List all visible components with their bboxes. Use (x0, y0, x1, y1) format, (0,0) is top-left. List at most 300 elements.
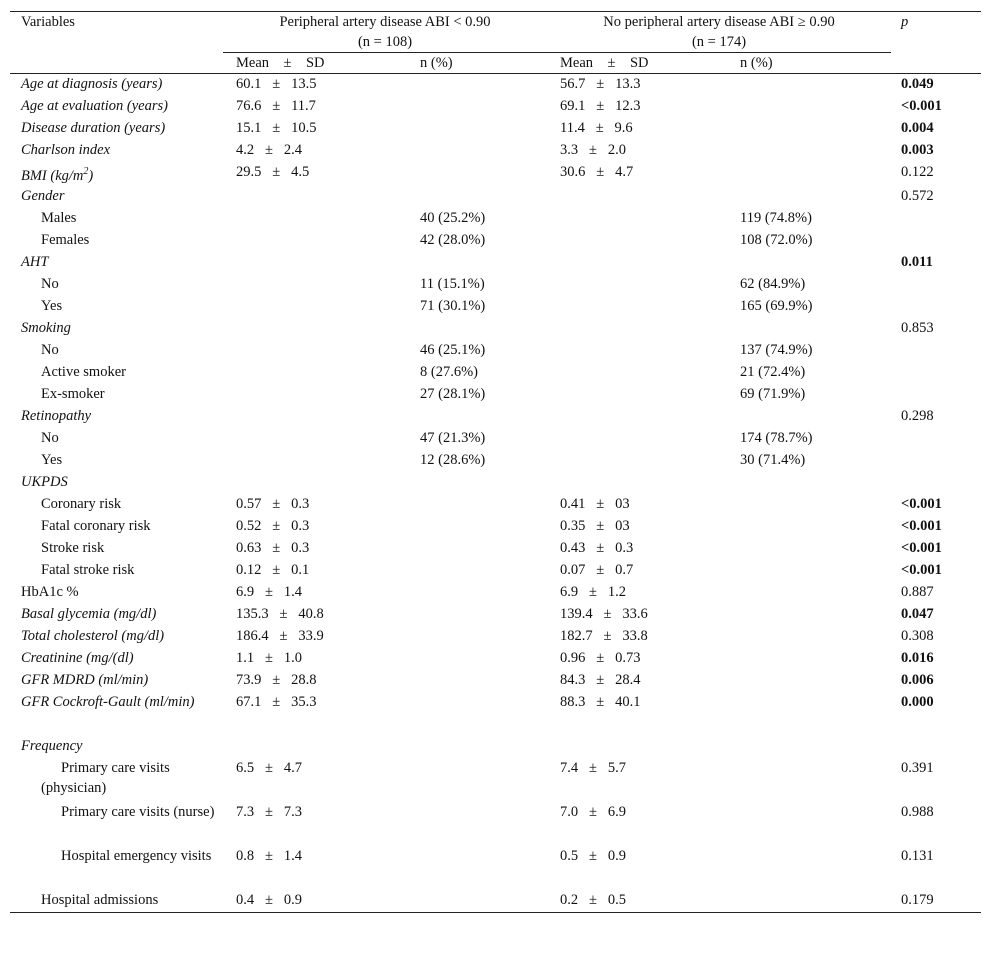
p-value-text: 0.006 (901, 671, 934, 688)
nopad-mean-sd (547, 494, 740, 516)
p-value-text: 0.131 (901, 847, 934, 864)
nopad-n-pct (740, 140, 891, 162)
pad-n-pct (409, 384, 547, 406)
row-label-text: Charlson index (21, 142, 111, 158)
pad-mean-sd (223, 340, 409, 362)
pad-mean-sd (223, 296, 409, 318)
row-label-text: Age at evaluation (years) (21, 98, 168, 114)
nopad-mean-sd (547, 118, 740, 140)
table-row (10, 406, 981, 428)
row-label-text: UKPDS (21, 473, 68, 490)
pad-n-pct-text: 47 (21.3%) (420, 429, 486, 446)
nopad-n-pct (740, 692, 891, 736)
table-row (10, 162, 981, 186)
row-label (10, 494, 223, 516)
pad-n-pct (409, 274, 547, 296)
row-label-text: Total cholesterol (mg/dl) (21, 627, 165, 644)
table-row (10, 604, 981, 626)
nopad-mean-sd (547, 450, 740, 472)
pad-n-pct (409, 208, 547, 230)
nopad-n-pct (740, 384, 891, 406)
p-value-text: 0.572 (901, 187, 934, 204)
header-pad-n-pct-text: n (%) (420, 55, 453, 71)
pad-mean-sd (223, 516, 409, 538)
nopad-mean-sd-text: 0.35 ± 03 (560, 517, 630, 534)
row-label (10, 582, 223, 604)
row-label (10, 318, 223, 340)
p-value-text: 0.988 (901, 803, 934, 820)
p-value (891, 74, 981, 97)
row-label (10, 384, 223, 406)
nopad-mean-sd (547, 626, 740, 648)
table-row (10, 648, 981, 670)
row-label (10, 362, 223, 384)
nopad-mean-sd (547, 648, 740, 670)
header-variables-text: Variables (21, 14, 75, 30)
pad-n-pct-text: 11 (15.1%) (420, 275, 485, 292)
pad-n-pct (409, 118, 547, 140)
row-label-text: Basal glycemia (mg/dl) (21, 605, 157, 622)
nopad-n-pct-text: 69 (71.9%) (740, 385, 806, 402)
pad-mean-sd (223, 472, 409, 494)
p-value (891, 362, 981, 384)
pad-n-pct-text: 12 (28.6%) (420, 451, 486, 468)
p-value (891, 802, 981, 846)
p-value-text: 0.049 (901, 76, 934, 92)
nopad-mean-sd (547, 472, 740, 494)
pad-n-pct (409, 230, 547, 252)
pad-mean-sd (223, 494, 409, 516)
table-row (10, 318, 981, 340)
p-value-text: <0.001 (901, 539, 942, 556)
nopad-mean-sd-text: 0.96 ± 0.73 (560, 649, 641, 666)
nopad-n-pct (740, 846, 891, 890)
p-value (891, 384, 981, 406)
row-label (10, 846, 223, 890)
pad-n-pct (409, 692, 547, 736)
nopad-n-pct (740, 758, 891, 802)
pad-n-pct (409, 802, 547, 846)
pad-mean-sd-text: 0.12 ± 0.1 (236, 561, 310, 578)
nopad-n-pct (740, 318, 891, 340)
header-nopad-n-pct (740, 53, 891, 74)
pad-n-pct-text: 71 (30.1%) (420, 297, 486, 314)
p-value (891, 318, 981, 340)
p-value (891, 406, 981, 428)
row-label (10, 406, 223, 428)
header-row-groups (10, 12, 981, 53)
row-label (10, 274, 223, 296)
row-label (10, 428, 223, 450)
row-label-superscript: 2 (83, 166, 89, 177)
table-row (10, 74, 981, 97)
nopad-n-pct (740, 560, 891, 582)
row-label (10, 604, 223, 626)
pad-mean-sd (223, 384, 409, 406)
pad-n-pct (409, 406, 547, 428)
row-label (10, 736, 223, 758)
nopad-n-pct (740, 648, 891, 670)
pad-mean-sd-text: 0.8 ± 1.4 (236, 847, 302, 864)
nopad-mean-sd (547, 428, 740, 450)
p-value-text: 0.391 (901, 759, 934, 776)
nopad-mean-sd-text: 88.3 ± 40.1 (560, 693, 641, 710)
nopad-mean-sd (547, 230, 740, 252)
nopad-mean-sd (547, 846, 740, 890)
table-row (10, 582, 981, 604)
nopad-n-pct-text: 165 (69.9%) (740, 297, 813, 314)
row-label-text: HbA1c % (21, 583, 79, 600)
pad-mean-sd-text: 4.2 ± 2.4 (236, 142, 302, 158)
nopad-mean-sd (547, 340, 740, 362)
p-value-text: <0.001 (901, 98, 942, 114)
row-label (10, 802, 223, 846)
nopad-mean-sd (547, 140, 740, 162)
pad-mean-sd-text: 0.63 ± 0.3 (236, 539, 310, 556)
nopad-mean-sd-text: 7.0 ± 6.9 (560, 803, 626, 820)
pad-n-pct-text: 40 (25.2%) (420, 209, 486, 226)
row-label-end: ) (88, 167, 94, 184)
row-label (10, 162, 223, 186)
p-value (891, 340, 981, 362)
nopad-mean-sd (547, 890, 740, 913)
row-label (10, 692, 223, 736)
row-label (10, 890, 223, 913)
nopad-mean-sd (547, 74, 740, 97)
nopad-n-pct (740, 406, 891, 428)
nopad-n-pct (740, 362, 891, 384)
pad-n-pct (409, 670, 547, 692)
header-p-text: p (901, 14, 909, 30)
header-nopad-mean-sd (547, 53, 740, 74)
nopad-n-pct-text: 137 (74.9%) (740, 341, 813, 358)
pad-mean-sd (223, 318, 409, 340)
nopad-n-pct (740, 208, 891, 230)
pad-n-pct (409, 648, 547, 670)
row-label (10, 648, 223, 670)
nopad-mean-sd-text: 0.43 ± 0.3 (560, 539, 634, 556)
nopad-n-pct (740, 230, 891, 252)
pad-n-pct (409, 96, 547, 118)
pad-n-pct (409, 626, 547, 648)
nopad-mean-sd (547, 692, 740, 736)
nopad-n-pct (740, 118, 891, 140)
row-label-text: Frequency (21, 737, 83, 754)
pad-mean-sd (223, 538, 409, 560)
table-row (10, 494, 981, 516)
pad-mean-sd (223, 362, 409, 384)
nopad-mean-sd (547, 362, 740, 384)
row-label (10, 252, 223, 274)
nopad-n-pct (740, 802, 891, 846)
nopad-n-pct (740, 74, 891, 97)
pad-mean-sd (223, 162, 409, 186)
pad-n-pct (409, 362, 547, 384)
nopad-n-pct (740, 186, 891, 208)
p-value (891, 582, 981, 604)
nopad-mean-sd (547, 96, 740, 118)
pad-mean-sd (223, 890, 409, 913)
pad-mean-sd (223, 406, 409, 428)
nopad-n-pct (740, 604, 891, 626)
p-value (891, 96, 981, 118)
header-nopad-group (547, 12, 891, 53)
header-pad-title: Peripheral artery disease ABI < 0.90 (279, 14, 491, 30)
table-row (10, 428, 981, 450)
p-value (891, 648, 981, 670)
p-value (891, 516, 981, 538)
header-nopad-mean-sd-text: Mean ± SD (560, 55, 649, 71)
nopad-n-pct (740, 96, 891, 118)
p-value-text: 0.122 (901, 164, 934, 180)
pad-mean-sd (223, 230, 409, 252)
table-row (10, 802, 981, 846)
row-label-text: Disease duration (years) (21, 120, 166, 136)
nopad-mean-sd (547, 560, 740, 582)
nopad-mean-sd (547, 406, 740, 428)
table-row (10, 230, 981, 252)
p-value-text: 0.298 (901, 407, 934, 424)
nopad-n-pct (740, 296, 891, 318)
p-value (891, 140, 981, 162)
pad-n-pct (409, 846, 547, 890)
header-pad-mean-sd-text: Mean ± SD (236, 55, 325, 71)
header-nopad-n: (n = 174) (691, 34, 747, 50)
pad-mean-sd-text: 135.3 ± 40.8 (236, 605, 324, 622)
row-label (10, 758, 223, 802)
p-value (891, 118, 981, 140)
nopad-mean-sd (547, 516, 740, 538)
pad-n-pct-text: 27 (28.1%) (420, 385, 486, 402)
nopad-mean-sd (547, 538, 740, 560)
nopad-mean-sd (547, 162, 740, 186)
row-label (10, 472, 223, 494)
p-value (891, 450, 981, 472)
row-label-text: Active smoker (41, 363, 126, 380)
pad-mean-sd (223, 252, 409, 274)
row-label-text: AHT (21, 253, 49, 270)
p-value (891, 670, 981, 692)
table-row (10, 846, 981, 890)
nopad-n-pct (740, 670, 891, 692)
header-nopad-n-pct-text: n (%) (740, 55, 773, 71)
pad-n-pct (409, 162, 547, 186)
nopad-n-pct-text: 108 (72.0%) (740, 231, 813, 248)
nopad-mean-sd-text: 0.5 ± 0.9 (560, 847, 626, 864)
pad-mean-sd-text: 60.1 ± 13.5 (236, 76, 317, 92)
nopad-n-pct (740, 162, 891, 186)
pad-mean-sd (223, 758, 409, 802)
pad-mean-sd-text: 6.9 ± 1.4 (236, 583, 302, 600)
p-value (891, 692, 981, 736)
p-value (891, 274, 981, 296)
nopad-mean-sd-text: 7.4 ± 5.7 (560, 759, 626, 776)
pad-mean-sd (223, 118, 409, 140)
nopad-mean-sd (547, 274, 740, 296)
p-value-text: 0.003 (901, 142, 934, 158)
table-row (10, 296, 981, 318)
row-label-text: GFR Cockroft-Gault (ml/min) (21, 693, 195, 710)
nopad-n-pct (740, 516, 891, 538)
pad-mean-sd (223, 428, 409, 450)
row-label-text: No (41, 341, 59, 358)
row-label-text: Smoking (21, 319, 71, 336)
row-label (10, 516, 223, 538)
table-row (10, 140, 981, 162)
p-value (891, 428, 981, 450)
pad-n-pct-text: 42 (28.0%) (420, 231, 486, 248)
pad-n-pct (409, 318, 547, 340)
nopad-mean-sd-text: 0.2 ± 0.5 (560, 891, 626, 908)
row-label-text: Ex-smoker (41, 385, 105, 402)
row-label (10, 186, 223, 208)
table-row (10, 670, 981, 692)
nopad-n-pct (740, 472, 891, 494)
nopad-mean-sd-text: 182.7 ± 33.8 (560, 627, 648, 644)
pad-mean-sd (223, 648, 409, 670)
nopad-mean-sd (547, 670, 740, 692)
row-label (10, 560, 223, 582)
pad-n-pct (409, 74, 547, 97)
pad-n-pct-text: 8 (27.6%) (420, 363, 478, 380)
nopad-n-pct (740, 252, 891, 274)
p-value (891, 626, 981, 648)
table-row (10, 516, 981, 538)
table-row (10, 538, 981, 560)
p-value (891, 846, 981, 890)
pad-mean-sd (223, 736, 409, 758)
p-value (891, 890, 981, 913)
table-row (10, 96, 981, 118)
pad-n-pct (409, 494, 547, 516)
pad-n-pct (409, 758, 547, 802)
pad-mean-sd (223, 186, 409, 208)
row-label-text: Fatal coronary risk (41, 517, 151, 534)
pad-n-pct (409, 604, 547, 626)
header-p (891, 12, 981, 74)
row-label-text: Hospital emergency visits (61, 847, 212, 864)
row-label (10, 670, 223, 692)
p-value-text: 0.308 (901, 627, 934, 644)
table-row (10, 186, 981, 208)
nopad-n-pct (740, 274, 891, 296)
pad-n-pct (409, 472, 547, 494)
table-row (10, 560, 981, 582)
header-variables (10, 12, 223, 74)
header-pad-n: (n = 108) (357, 34, 413, 50)
table-row (10, 626, 981, 648)
pad-mean-sd-text: 0.4 ± 0.9 (236, 891, 302, 908)
p-value (891, 758, 981, 802)
comparison-table (10, 11, 981, 913)
p-value (891, 162, 981, 186)
pad-mean-sd (223, 274, 409, 296)
nopad-mean-sd (547, 318, 740, 340)
row-label (10, 450, 223, 472)
nopad-n-pct (740, 450, 891, 472)
row-label-text: Yes (41, 297, 63, 314)
p-value (891, 538, 981, 560)
row-label (10, 626, 223, 648)
p-value-text: 0.047 (901, 605, 934, 622)
nopad-mean-sd-text: 6.9 ± 1.2 (560, 583, 626, 600)
nopad-n-pct (740, 626, 891, 648)
nopad-mean-sd (547, 736, 740, 758)
p-value (891, 252, 981, 274)
nopad-n-pct (740, 736, 891, 758)
pad-mean-sd-text: 29.5 ± 4.5 (236, 164, 310, 180)
p-value-text: 0.004 (901, 120, 934, 136)
row-label-text: Hospital admissions (41, 891, 159, 908)
row-label-text: Males (41, 209, 77, 226)
row-label (10, 140, 223, 162)
p-value (891, 296, 981, 318)
row-label-text: No (41, 429, 59, 446)
pad-n-pct (409, 252, 547, 274)
nopad-mean-sd-text: 30.6 ± 4.7 (560, 164, 634, 180)
row-label-text: Primary care visits (nurse) (61, 803, 215, 820)
p-value (891, 560, 981, 582)
table-row (10, 362, 981, 384)
nopad-n-pct-text: 62 (84.9%) (740, 275, 806, 292)
pad-mean-sd-text: 15.1 ± 10.5 (236, 120, 317, 136)
nopad-mean-sd (547, 252, 740, 274)
row-label-text: Stroke risk (41, 539, 105, 556)
nopad-mean-sd (547, 758, 740, 802)
p-value-text: 0.011 (901, 253, 933, 270)
table-row (10, 758, 981, 802)
p-value-text: <0.001 (901, 561, 942, 578)
pad-mean-sd (223, 626, 409, 648)
row-label-text: Age at diagnosis (years) (21, 76, 163, 92)
row-label-text: Females (41, 231, 90, 248)
row-label-text: Yes (41, 451, 63, 468)
p-value (891, 208, 981, 230)
nopad-n-pct (740, 582, 891, 604)
nopad-n-pct (740, 428, 891, 450)
pad-mean-sd-text: 0.57 ± 0.3 (236, 495, 310, 512)
table-row (10, 472, 981, 494)
header-nopad-title: No peripheral artery disease ABI ≥ 0.90 (603, 14, 835, 30)
nopad-n-pct (740, 890, 891, 913)
row-label-text: Primary care visits (physician) (41, 759, 170, 796)
pad-n-pct (409, 736, 547, 758)
pad-n-pct (409, 186, 547, 208)
pad-n-pct (409, 140, 547, 162)
table-row (10, 890, 981, 913)
p-value-text: 0.179 (901, 891, 934, 908)
pad-mean-sd-text: 67.1 ± 35.3 (236, 693, 317, 710)
row-label (10, 230, 223, 252)
p-value-text: <0.001 (901, 517, 942, 534)
p-value-text: 0.887 (901, 583, 934, 600)
nopad-mean-sd (547, 802, 740, 846)
nopad-mean-sd-text: 84.3 ± 28.4 (560, 671, 641, 688)
table-row (10, 450, 981, 472)
nopad-mean-sd-text: 0.41 ± 03 (560, 495, 630, 512)
header-pad-n-pct (409, 53, 547, 74)
row-label-text: Retinopathy (21, 407, 92, 424)
row-label (10, 340, 223, 362)
nopad-n-pct-text: 30 (71.4%) (740, 451, 806, 468)
pad-n-pct (409, 582, 547, 604)
nopad-n-pct-text: 119 (74.8%) (740, 209, 812, 226)
pad-mean-sd (223, 140, 409, 162)
pad-mean-sd (223, 450, 409, 472)
row-label-text: BMI (kg/m (21, 167, 84, 184)
nopad-n-pct (740, 340, 891, 362)
pad-mean-sd-text: 73.9 ± 28.8 (236, 671, 317, 688)
